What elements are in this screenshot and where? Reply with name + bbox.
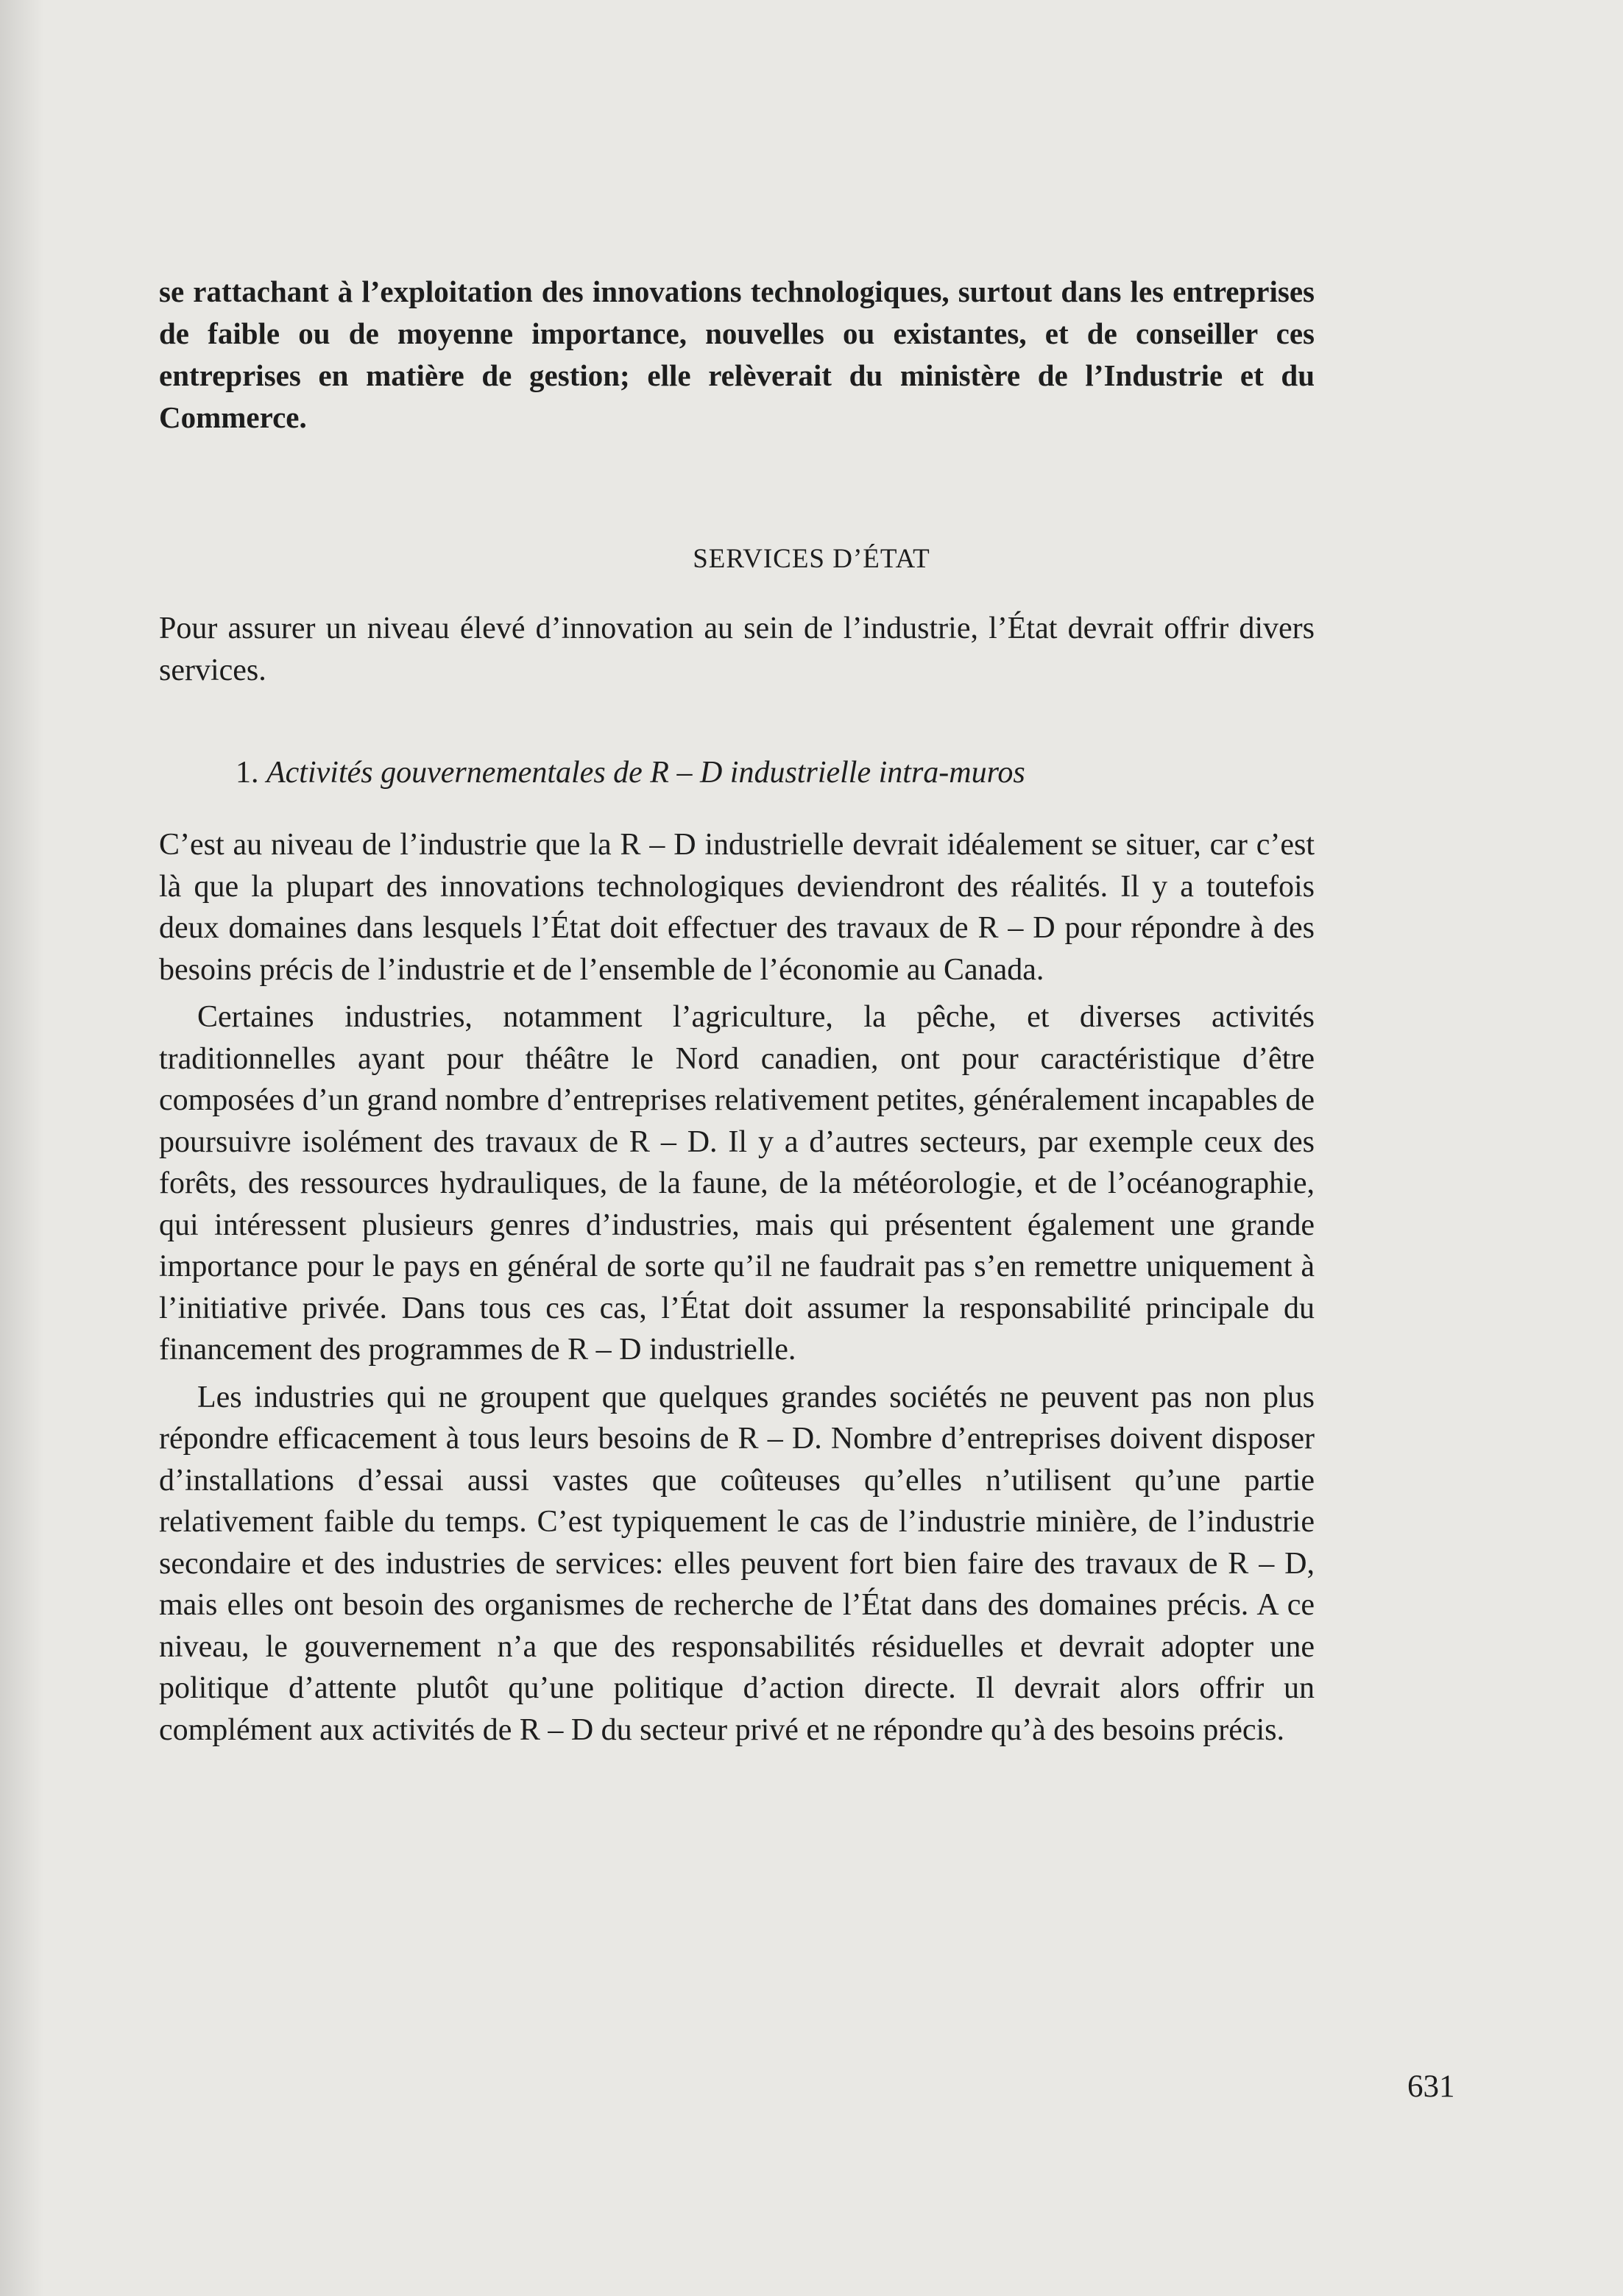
subheading-number: 1. <box>236 756 259 790</box>
lead-paragraph: se rattachant à l’exploitation des innovations technologiques, surtout dans les entreprises de faible ou de moyenne importance, nouvelles ou existantes, et de conseiller ces entreprises en matière de gestion; elle relèverait du ministère de l’Industrie et du Commerce. <box>159 274 1315 434</box>
intro-paragraph: Pour assurer un niveau élevé d’innovation au sein de l’industrie, l’État devrait offrir divers services. <box>159 612 1315 687</box>
subheading <box>236 752 1310 793</box>
body-paragraph: Les industries qui ne groupent que quelques grandes sociétés ne peuvent pas non plus répondre efficacement à tous leurs besoins de R – D. Nombre d’entreprises doivent disposer d’installations d’essai aussi vastes que coûteuses qu’elles n’utilisent qu’une partie relativement faible du temps. C’est typiquement le cas de l’industrie minière, de l’industrie secondaire et des industries de services: elles peuvent fort bien faire des travaux de R – D, mais elles ont besoin des organismes de recherche de l’État dans des domaines précis. A ce niveau, le gouvernement n’a que des responsabilités résiduelles et devrait adopter une politique d’attente plutôt qu’une politique d’action directe. Il devrait alors offrir un complément aux activités de R – D du secteur privé et ne répondre qu’à des besoins précis. <box>159 1380 1315 1747</box>
page-number: 631 <box>1407 2069 1455 2104</box>
section-heading: SERVICES D’ÉTAT <box>693 544 930 574</box>
subheading-title: Activités gouvernementales de R – D industrielle intra-muros <box>266 756 1025 790</box>
body-paragraph: Certaines industries, notamment l’agriculture, la pêche, et diverses activités traditionnelles ayant pour théâtre le Nord canadien, ont pour caractéristique d’être composées d’un grand nombre d’entreprises relativement petites, généralement incapables de poursuivre isolément des travaux de R – D. Il y a d’autres secteurs, par exemple ceux des forêts, des ressources hydrauliques, de la faune, de la météorologie, et de l’océanographie, qui intéressent plusieurs genres d’industries, mais qui présentent également une grande importance pour le pays en général de sorte qu’il ne faudrait pas s’en remettre uniquement à l’initiative privée. Dans tous ces cas, l’État doit assumer la responsabilité principale du financement des programmes de R – D industrielle. <box>159 1000 1315 1367</box>
body-paragraph: C’est au niveau de l’industrie que la R – D industrielle devrait idéalement se situer, car c’est là que la plupart des innovations technologiques deviendront des réalités. Il y a toutefois deux domaines dans lesquels l’État doit effectuer des travaux de R – D pour répondre à des besoins précis de l’industrie et de l’ensemble de l’économie au Canada. <box>159 828 1315 987</box>
body-text <box>159 824 1315 1751</box>
binding-shadow <box>0 0 44 2296</box>
